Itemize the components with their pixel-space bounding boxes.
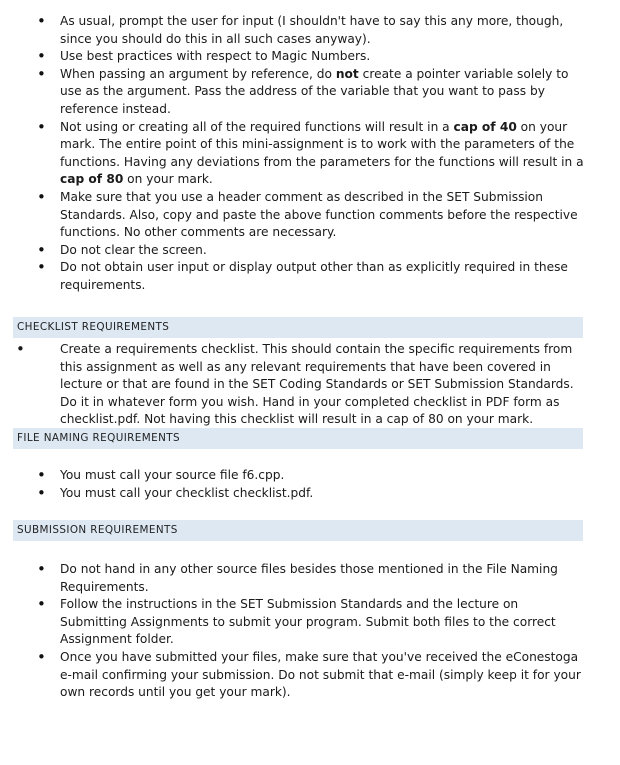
item-text: Do not clear the screen.: [60, 242, 207, 257]
requirement-item: [0, 242, 620, 260]
item-text: Follow the instructions in the SET Submission Standards and the lecture on Submitting Assignments to submit your program. Submit both files to the correct Assignment folder.: [60, 597, 556, 647]
item-text: Once you have submitted your files, make sure that you've received the eConestoga e-mail confirming your submission. Do not submit that e-mail (simply keep it for your own records until you get your mark).: [60, 649, 581, 700]
checklist-text: Create a requirements checklist. This should contain the specific requirements from this assignment as well as any relevant requirements that have been covered in lecture or that are found in the SET Coding Standards or SET Submission Standards. Do it in whatever form you wish. Hand in your completed checklist in PDF form as checklist.pdf. Not having this checklist will result in a cap of 80 on your mark.: [60, 342, 574, 427]
requirement-item: [0, 189, 620, 242]
requirement-item: [0, 13, 620, 48]
submission-list: [0, 561, 620, 702]
checklist-requirement: [0, 341, 600, 429]
file-naming-list: [0, 467, 620, 502]
emphasis-text: cap of 40: [453, 119, 517, 134]
emphasis-text: cap of 80: [60, 172, 124, 187]
requirement-item: [0, 66, 620, 119]
file-naming-item: [0, 467, 620, 485]
submission-requirements-header: SUBMISSION REQUIREMENTS: [13, 520, 583, 541]
item-text: Do not obtain user input or display output other than as explicitly required in these requirements.: [60, 260, 568, 292]
item-text: You must call your source file f6.cpp.: [60, 468, 285, 482]
item-text: You must call your checklist checklist.pdf.: [60, 485, 314, 500]
item-text: As usual, prompt the user for input (I shouldn't have to say this any more, though, since you should do this in all such cases anyway).: [60, 14, 564, 46]
requirement-item: [0, 48, 620, 66]
requirements-list: [0, 13, 620, 295]
item-text: Do not hand in any other source files besides those mentioned in the File Naming Requirements.: [60, 562, 558, 594]
submission-item: [0, 596, 620, 649]
item-text: Not using or creating all of the required functions will result in a: [60, 119, 454, 134]
submission-item: [0, 649, 620, 702]
checklist-requirements-header: CHECKLIST REQUIREMENTS: [13, 317, 583, 338]
submission-item: [0, 561, 620, 596]
item-text: on your mark. The entire point of this mini-assignment is to work with the parameters of the functions. Having any deviations from the parameters for the functions will result in a: [60, 119, 584, 169]
file-naming-requirements-header: FILE NAMING REQUIREMENTS: [13, 428, 583, 449]
item-text: When passing an argument by reference, do: [60, 66, 336, 81]
item-text: create a pointer variable solely to use as the argument. Pass the address of the variable that you want to pass by reference instead.: [60, 66, 569, 116]
requirement-item: [0, 259, 620, 294]
item-text: Make sure that you use a header comment as described in the SET Submission Standards. Also, copy and paste the above function comments before the respective functions. No other comments are necessary.: [60, 189, 578, 240]
bullet-icon: •: [16, 340, 25, 358]
requirement-item: [0, 119, 620, 189]
item-text: on your mark.: [123, 172, 213, 187]
file-naming-item: [0, 485, 620, 503]
item-text: Use best practices with respect to Magic Numbers.: [60, 49, 371, 64]
emphasis-text: not: [335, 66, 359, 81]
